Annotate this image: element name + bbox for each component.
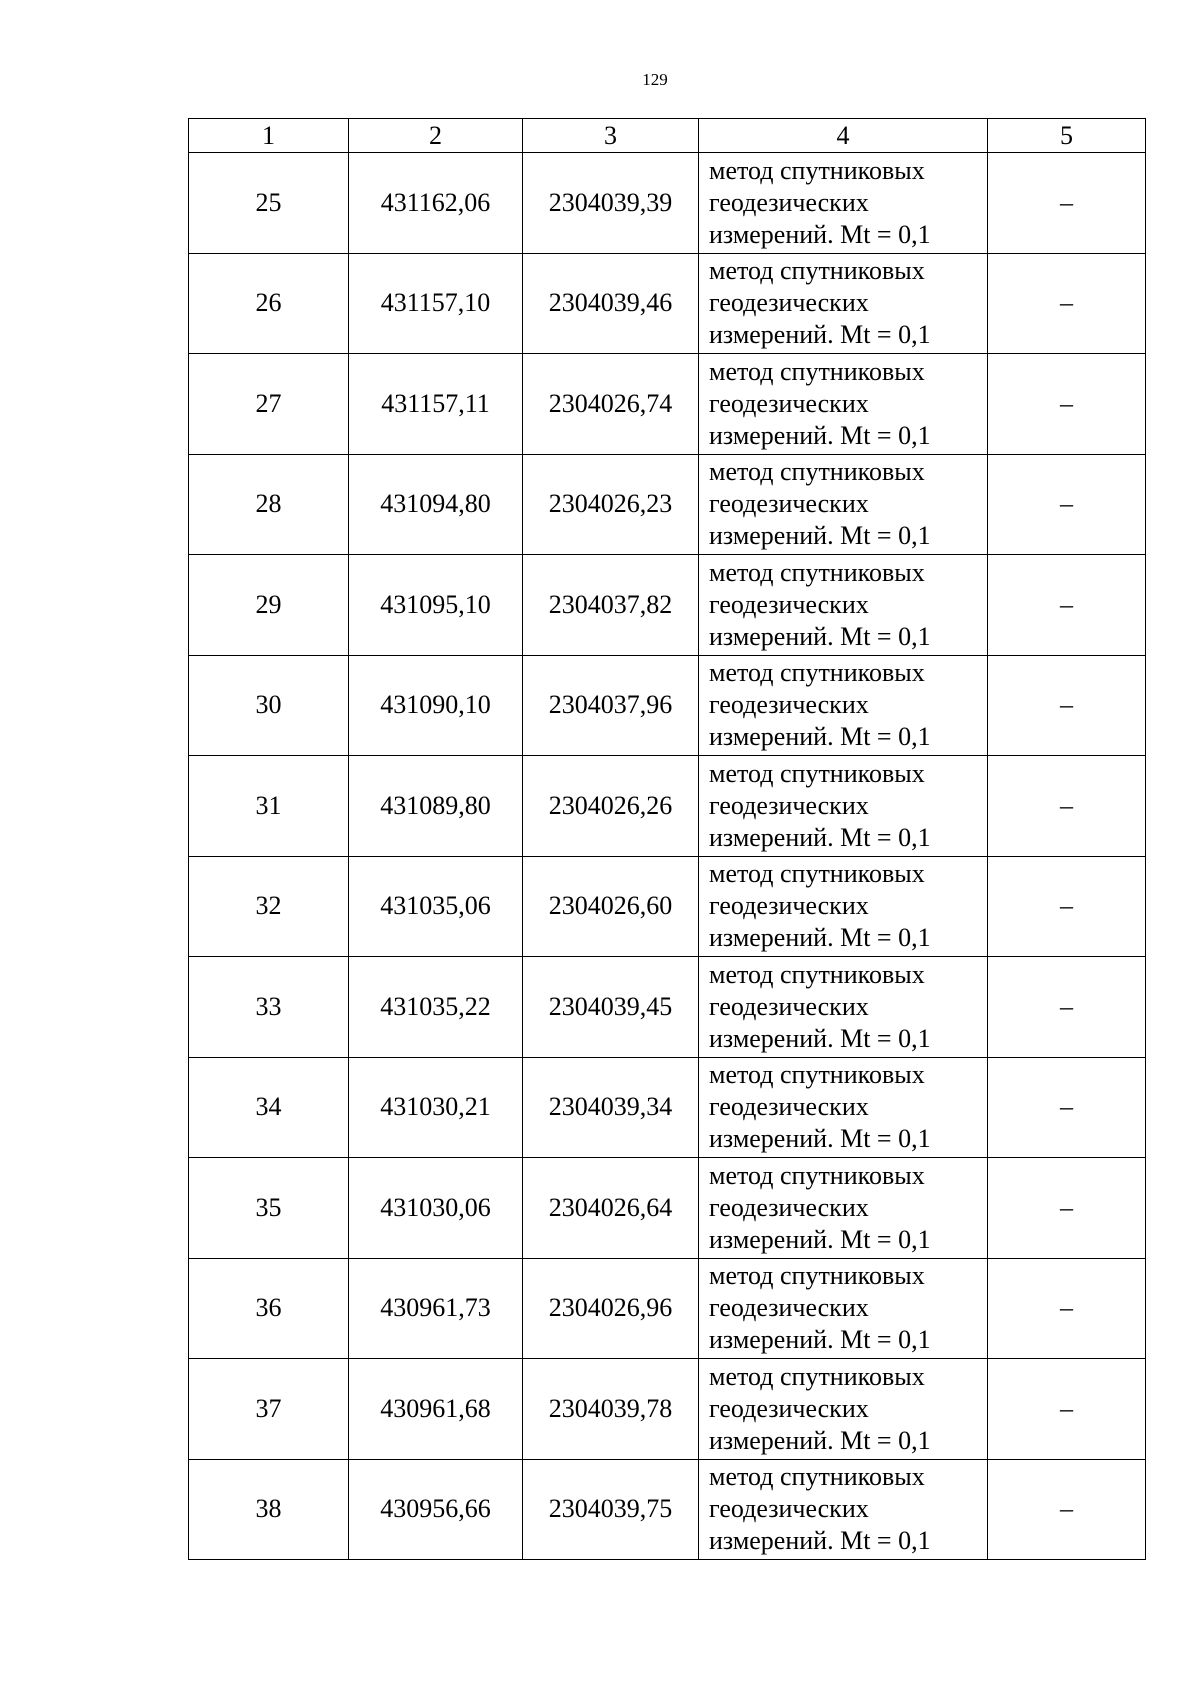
coordinate-x-cell: 431095,10 (349, 555, 523, 656)
table-row (189, 153, 1146, 254)
coordinate-y-cell: 2304026,96 (523, 1258, 699, 1359)
table-row (189, 1158, 1146, 1259)
point-number-cell: 33 (189, 957, 349, 1058)
point-number-cell: 38 (189, 1459, 349, 1560)
table-row (189, 856, 1146, 957)
point-number-cell: 35 (189, 1158, 349, 1259)
method-text-line1: метод спутниковых (709, 457, 925, 487)
method-text-line3: измерений. Mt = 0,1 (709, 420, 931, 450)
column-header-2: 2 (349, 119, 523, 153)
method-text-line1: метод спутниковых (709, 1160, 925, 1190)
method-text-line3: измерений. Mt = 0,1 (709, 1224, 931, 1254)
method-text-line1: метод спутниковых (709, 356, 925, 386)
column-header-3: 3 (523, 119, 699, 153)
coordinate-y-cell: 2304026,60 (523, 856, 699, 957)
coordinate-y-cell: 2304039,39 (523, 153, 699, 254)
method-cell (699, 1057, 988, 1158)
method-cell (699, 1258, 988, 1359)
method-text-line3: измерений. Mt = 0,1 (709, 621, 931, 651)
point-number-cell: 30 (189, 655, 349, 756)
coordinate-x-cell: 431035,22 (349, 957, 523, 1058)
table-row (189, 555, 1146, 656)
method-text-line2: геодезических (709, 891, 869, 921)
table-row (189, 1057, 1146, 1158)
method-text-line3: измерений. Mt = 0,1 (709, 1325, 931, 1355)
coordinate-x-cell: 431090,10 (349, 655, 523, 756)
note-cell: – (988, 1258, 1146, 1359)
method-text-line1: метод спутниковых (709, 1361, 925, 1391)
table-row (189, 1258, 1146, 1359)
method-cell (699, 253, 988, 354)
point-number-cell: 25 (189, 153, 349, 254)
point-number-cell: 26 (189, 253, 349, 354)
method-cell (699, 1459, 988, 1560)
coordinate-y-cell: 2304039,34 (523, 1057, 699, 1158)
coordinate-y-cell: 2304039,75 (523, 1459, 699, 1560)
point-number-cell: 37 (189, 1359, 349, 1460)
note-cell: – (988, 454, 1146, 555)
note-cell: – (988, 1057, 1146, 1158)
coordinate-x-cell: 431094,80 (349, 454, 523, 555)
method-cell (699, 153, 988, 254)
method-cell (699, 756, 988, 857)
method-text-line2: геодезических (709, 790, 869, 820)
table-row (189, 957, 1146, 1058)
coordinate-x-cell: 431157,10 (349, 253, 523, 354)
method-text-line2: геодезических (709, 388, 869, 418)
method-text-line2: геодезических (709, 1393, 869, 1423)
method-text-line3: измерений. Mt = 0,1 (709, 1425, 931, 1455)
column-header-4: 4 (699, 119, 988, 153)
method-cell (699, 1158, 988, 1259)
note-cell: – (988, 655, 1146, 756)
coordinate-y-cell: 2304026,74 (523, 354, 699, 455)
coordinate-x-cell: 430956,66 (349, 1459, 523, 1560)
note-cell: – (988, 153, 1146, 254)
method-text-line1: метод спутниковых (709, 658, 925, 688)
coordinate-x-cell: 430961,68 (349, 1359, 523, 1460)
method-text-line1: метод спутниковых (709, 1060, 925, 1090)
method-cell (699, 454, 988, 555)
method-text-line3: измерений. Mt = 0,1 (709, 1526, 931, 1556)
method-cell (699, 655, 988, 756)
method-cell (699, 957, 988, 1058)
method-text-line2: геодезических (709, 288, 869, 318)
method-text-line1: метод спутниковых (709, 959, 925, 989)
point-number-cell: 31 (189, 756, 349, 857)
table-row (189, 454, 1146, 555)
note-cell: – (988, 1359, 1146, 1460)
point-number-cell: 32 (189, 856, 349, 957)
page-number: 129 (642, 70, 668, 89)
coordinate-x-cell: 431157,11 (349, 354, 523, 455)
method-text-line2: геодезических (709, 991, 869, 1021)
method-cell (699, 856, 988, 957)
method-text-line1: метод спутниковых (709, 155, 925, 185)
method-text-line1: метод спутниковых (709, 758, 925, 788)
method-text-line2: геодезических (709, 1192, 869, 1222)
coordinates-table (188, 118, 1146, 1560)
point-number-cell: 36 (189, 1258, 349, 1359)
method-text-line2: геодезических (709, 1494, 869, 1524)
coordinate-y-cell: 2304037,82 (523, 555, 699, 656)
method-cell (699, 555, 988, 656)
method-text-line3: измерений. Mt = 0,1 (709, 923, 931, 953)
method-text-line2: геодезических (709, 489, 869, 519)
coordinate-x-cell: 431162,06 (349, 153, 523, 254)
method-text-line2: геодезических (709, 690, 869, 720)
method-text-line3: измерений. Mt = 0,1 (709, 722, 931, 752)
note-cell: – (988, 253, 1146, 354)
coordinate-x-cell: 431089,80 (349, 756, 523, 857)
table-row (189, 1459, 1146, 1560)
method-text-line2: геодезических (709, 1293, 869, 1323)
method-cell (699, 354, 988, 455)
table-row (189, 253, 1146, 354)
table-header-row (189, 119, 1146, 153)
note-cell: – (988, 555, 1146, 656)
coordinate-y-cell: 2304026,64 (523, 1158, 699, 1259)
coordinate-x-cell: 431035,06 (349, 856, 523, 957)
coordinate-x-cell: 431030,21 (349, 1057, 523, 1158)
point-number-cell: 28 (189, 454, 349, 555)
method-text-line2: геодезических (709, 1092, 869, 1122)
note-cell: – (988, 756, 1146, 857)
note-cell: – (988, 1459, 1146, 1560)
coordinate-y-cell: 2304039,46 (523, 253, 699, 354)
coordinate-y-cell: 2304026,26 (523, 756, 699, 857)
table-row (189, 655, 1146, 756)
coordinate-x-cell: 431030,06 (349, 1158, 523, 1259)
method-text-line1: метод спутниковых (709, 859, 925, 889)
method-text-line1: метод спутниковых (709, 1261, 925, 1291)
note-cell: – (988, 1158, 1146, 1259)
point-number-cell: 29 (189, 555, 349, 656)
point-number-cell: 34 (189, 1057, 349, 1158)
coordinate-x-cell: 430961,73 (349, 1258, 523, 1359)
method-text-line1: метод спутниковых (709, 256, 925, 286)
coordinate-y-cell: 2304039,45 (523, 957, 699, 1058)
method-text-line3: измерений. Mt = 0,1 (709, 219, 931, 249)
method-text-line3: измерений. Mt = 0,1 (709, 1023, 931, 1053)
column-header-5: 5 (988, 119, 1146, 153)
table-row (189, 1359, 1146, 1460)
method-text-line1: метод спутниковых (709, 557, 925, 587)
method-text-line3: измерений. Mt = 0,1 (709, 822, 931, 852)
note-cell: – (988, 354, 1146, 455)
method-text-line2: геодезических (709, 187, 869, 217)
point-number-cell: 27 (189, 354, 349, 455)
table-row (189, 756, 1146, 857)
note-cell: – (988, 856, 1146, 957)
note-cell: – (988, 957, 1146, 1058)
method-cell (699, 1359, 988, 1460)
method-text-line3: измерений. Mt = 0,1 (709, 320, 931, 350)
table-row (189, 354, 1146, 455)
method-text-line3: измерений. Mt = 0,1 (709, 1124, 931, 1154)
coordinate-y-cell: 2304026,23 (523, 454, 699, 555)
coordinate-y-cell: 2304037,96 (523, 655, 699, 756)
table-body (189, 153, 1146, 1560)
coordinate-y-cell: 2304039,78 (523, 1359, 699, 1460)
method-text-line3: измерений. Mt = 0,1 (709, 521, 931, 551)
method-text-line2: геодезических (709, 589, 869, 619)
method-text-line1: метод спутниковых (709, 1462, 925, 1492)
column-header-1: 1 (189, 119, 349, 153)
